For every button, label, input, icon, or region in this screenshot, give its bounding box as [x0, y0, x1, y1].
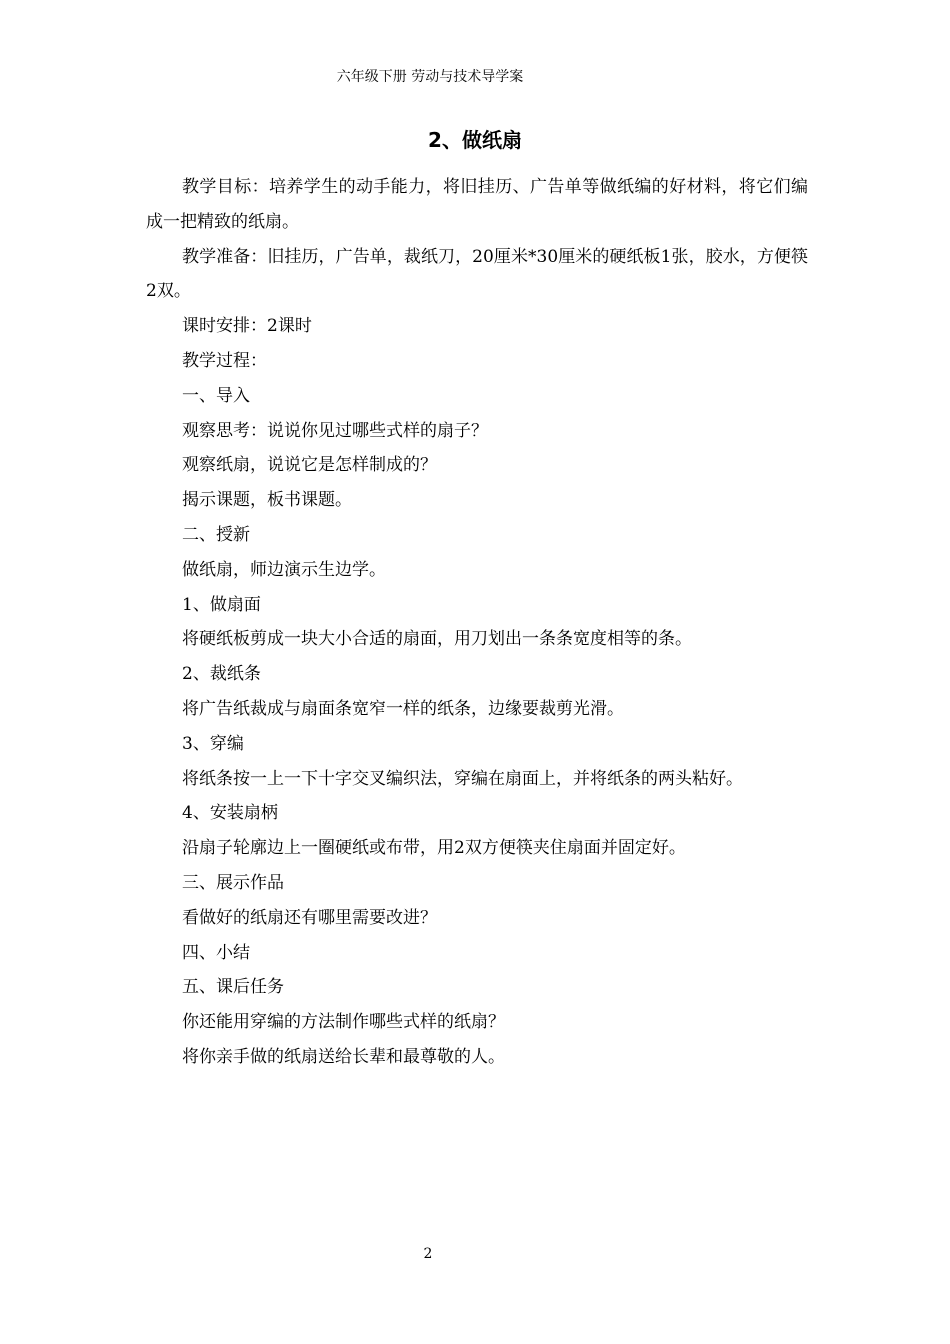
paragraph-item: 观察纸扇，说说它是怎样制成的？ — [182, 455, 437, 476]
document-title: 2、做纸扇 — [428, 128, 522, 152]
paragraph-teaching-goal: 教学目标：培养学生的动手能力，将旧挂历、广告单等做纸编的好材料，将它们编成一把精致的纸扇。 — [146, 177, 808, 232]
section-heading-summary: 四、小结 — [182, 942, 250, 963]
paragraph-item: 将纸条按一上一下十字交叉编织法，穿编在扇面上，并将纸条的两头粘好。 — [182, 768, 743, 789]
paragraph-item: 做纸扇，师边演示生边学。 — [182, 559, 386, 580]
page-header: 六年级下册 劳动与技术导学案 — [336, 69, 524, 85]
section-heading-showcase: 三、展示作品 — [182, 872, 284, 893]
paragraph-item: 揭示课题，板书课题。 — [182, 490, 352, 511]
paragraph-process-heading: 教学过程： — [182, 350, 267, 371]
paragraph-item: 观察思考：说说你见过哪些式样的扇子？ — [182, 420, 488, 441]
paragraph-schedule: 课时安排：2课时 — [182, 316, 312, 337]
document-body — [146, 170, 808, 1075]
step-heading: 2、裁纸条 — [182, 664, 261, 685]
paragraph-item: 你还能用穿编的方法制作哪些式样的纸扇？ — [182, 1012, 505, 1033]
section-heading-homework: 五、课后任务 — [182, 977, 284, 998]
paragraph-item: 看做好的纸扇还有哪里需要改进？ — [182, 907, 437, 928]
paragraph-item: 将硬纸板剪成一块大小合适的扇面，用刀划出一条条宽度相等的条。 — [182, 629, 692, 650]
page-number: 2 — [423, 1246, 433, 1262]
section-heading-intro: 一、导入 — [182, 385, 250, 406]
paragraph-item: 沿扇子轮廓边上一圈硬纸或布带，用2双方便筷夹住扇面并固定好。 — [182, 838, 686, 859]
paragraph-item: 将你亲手做的纸扇送给长辈和最尊敬的人。 — [182, 1046, 505, 1067]
paragraph-teaching-preparation: 教学准备：旧挂历，广告单，裁纸刀，20厘米*30厘米的硬纸板1张，胶水，方便筷2双。 — [146, 246, 808, 302]
step-heading: 4、安装扇柄 — [182, 803, 278, 824]
step-heading: 3、穿编 — [182, 733, 244, 754]
paragraph-item: 将广告纸裁成与扇面条宽窄一样的纸条，边缘要裁剪光滑。 — [182, 698, 624, 719]
step-heading: 1、做扇面 — [182, 594, 261, 615]
section-heading-new-lesson: 二、授新 — [182, 524, 250, 545]
